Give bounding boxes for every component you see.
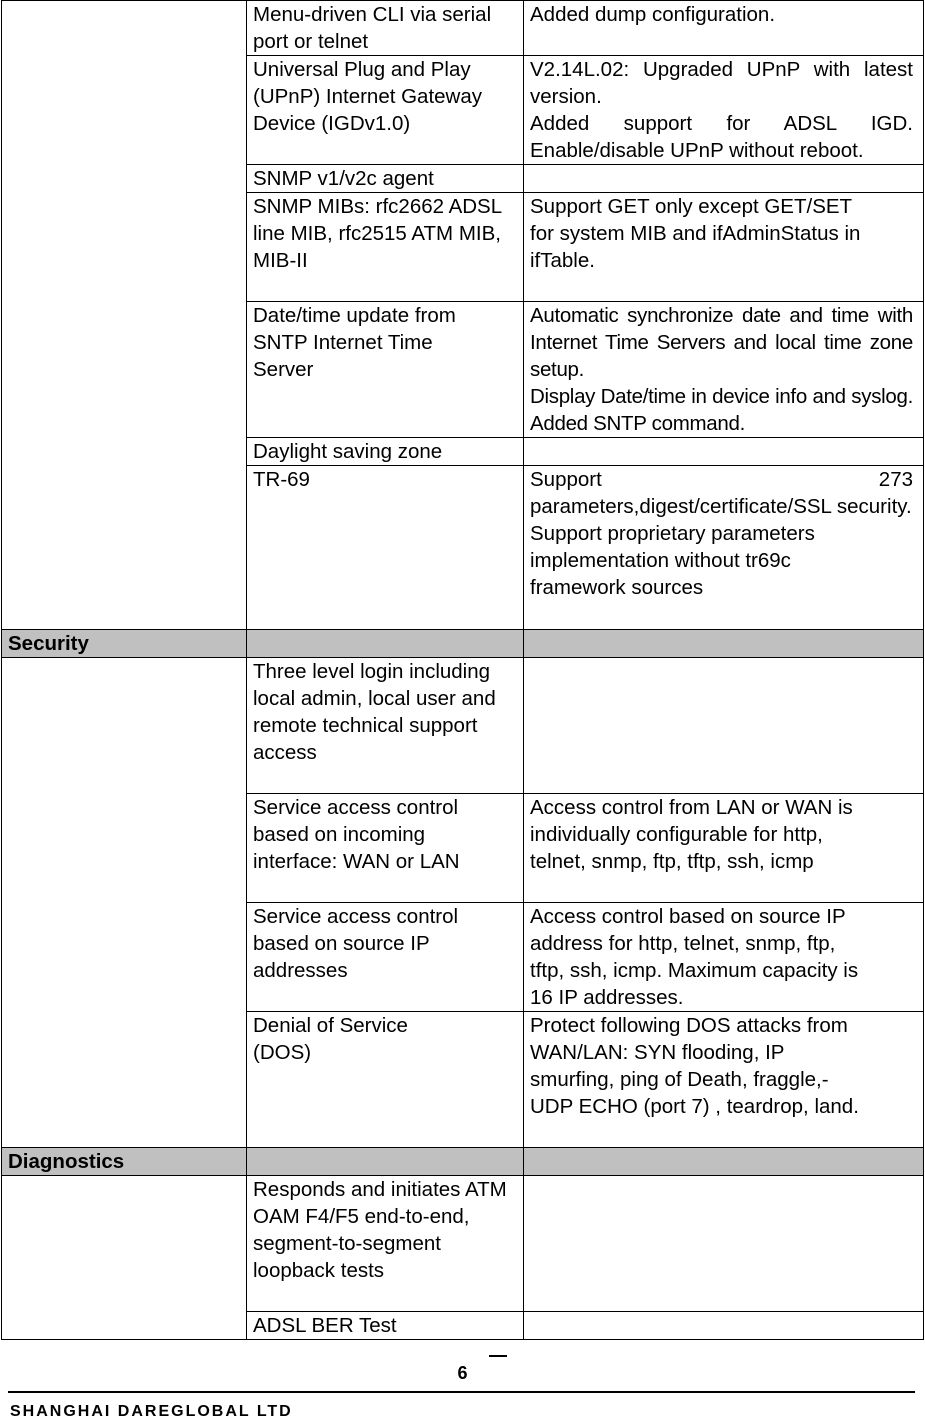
footer-divider	[8, 1391, 915, 1393]
notes-cell	[524, 1176, 924, 1312]
feature-cell: Daylight saving zone	[247, 438, 524, 466]
category-cell	[2, 1, 247, 630]
feature-cell: Responds and initiates ATM OAM F4/F5 end-to-end, segment-to-segment loopback tests	[247, 1176, 524, 1312]
notes-cell	[524, 658, 924, 794]
table-row	[2, 1, 924, 56]
note-line: Protect following DOS attacks from WAN/LAN: SYN flooding, IP smurfing, ping of Death, fraggle,- UDP ECHO (port 7) , teardrop, land.	[530, 1014, 859, 1118]
feature-cell: Date/time update from SNTP Internet Time Server	[247, 302, 524, 438]
feature-cell: Service access control based on incoming interface: WAN or LAN	[247, 794, 524, 903]
company-name: SHANGHAI DAREGLOBAL LTD	[10, 1403, 293, 1420]
section-heading: Diagnostics	[2, 1148, 247, 1176]
note-line: Display Date/time in device info and syslog. Added SNTP command.	[530, 385, 913, 435]
category-cell	[2, 658, 247, 1148]
table-row	[2, 658, 924, 794]
note-line: Added support for ADSL IGD. Enable/disable UPnP without reboot.	[530, 112, 913, 162]
note-line: Added dump configuration.	[530, 3, 776, 26]
feature-cell: Service access control based on source IP addresses	[247, 903, 524, 1012]
notes-cell	[524, 1012, 924, 1148]
feature-cell: SNMP v1/v2c agent	[247, 165, 524, 193]
note-line: Access control from LAN or WAN is individually configurable for http, telnet, snmp, ftp, tftp, ssh, icmp	[530, 796, 853, 873]
notes-cell	[524, 794, 924, 903]
section-heading: Security	[2, 630, 247, 658]
feature-cell: Universal Plug and Play (UPnP) Internet Gateway Device (IGDv1.0)	[247, 56, 524, 165]
notes-cell	[524, 193, 924, 302]
note-line: Support proprietary parameters implementation without tr69c framework sources	[530, 522, 815, 599]
notes-cell	[524, 438, 924, 466]
feature-cell: Menu-driven CLI via serial port or telnet	[247, 1, 524, 56]
notes-cell	[524, 903, 924, 1012]
notes-cell	[524, 466, 924, 630]
section-row	[2, 1148, 924, 1176]
feature-cell: Denial of Service (DOS)	[247, 1012, 524, 1148]
feature-table	[1, 0, 924, 1340]
notes-cell	[524, 302, 924, 438]
note-line: Access control based on source IP address for http, telnet, snmp, ftp, tftp, ssh, icmp. Maximum capacity is 16 IP addresses.	[530, 905, 859, 1009]
note-line: Support GET only except GET/SET for system MIB and ifAdminStatus in ifTable.	[530, 195, 861, 272]
notes-cell	[524, 1, 924, 56]
feature-cell: SNMP MIBs: rfc2662 ADSL line MIB, rfc2515 ATM MIB, MIB-II	[247, 193, 524, 302]
feature-cell: Three level login including local admin, local user and remote technical support access	[247, 658, 524, 794]
feature-cell: TR-69	[247, 466, 524, 630]
table-row	[2, 1176, 924, 1312]
notes-cell	[524, 165, 924, 193]
note-line: Automatic synchronize date and time with Internet Time Servers and local time zone setup.	[530, 304, 913, 381]
section-row	[2, 630, 924, 658]
notes-cell	[524, 1312, 924, 1340]
page-number-mark	[489, 1355, 507, 1357]
page-number: 6	[457, 1363, 468, 1383]
notes-cell	[524, 56, 924, 165]
note-line: Support 273 parameters,digest/certificate/SSL security.	[530, 468, 913, 518]
category-cell	[2, 1176, 247, 1340]
note-line: V2.14L.02: Upgraded UPnP with latest version.	[530, 58, 913, 108]
feature-cell: ADSL BER Test	[247, 1312, 524, 1340]
